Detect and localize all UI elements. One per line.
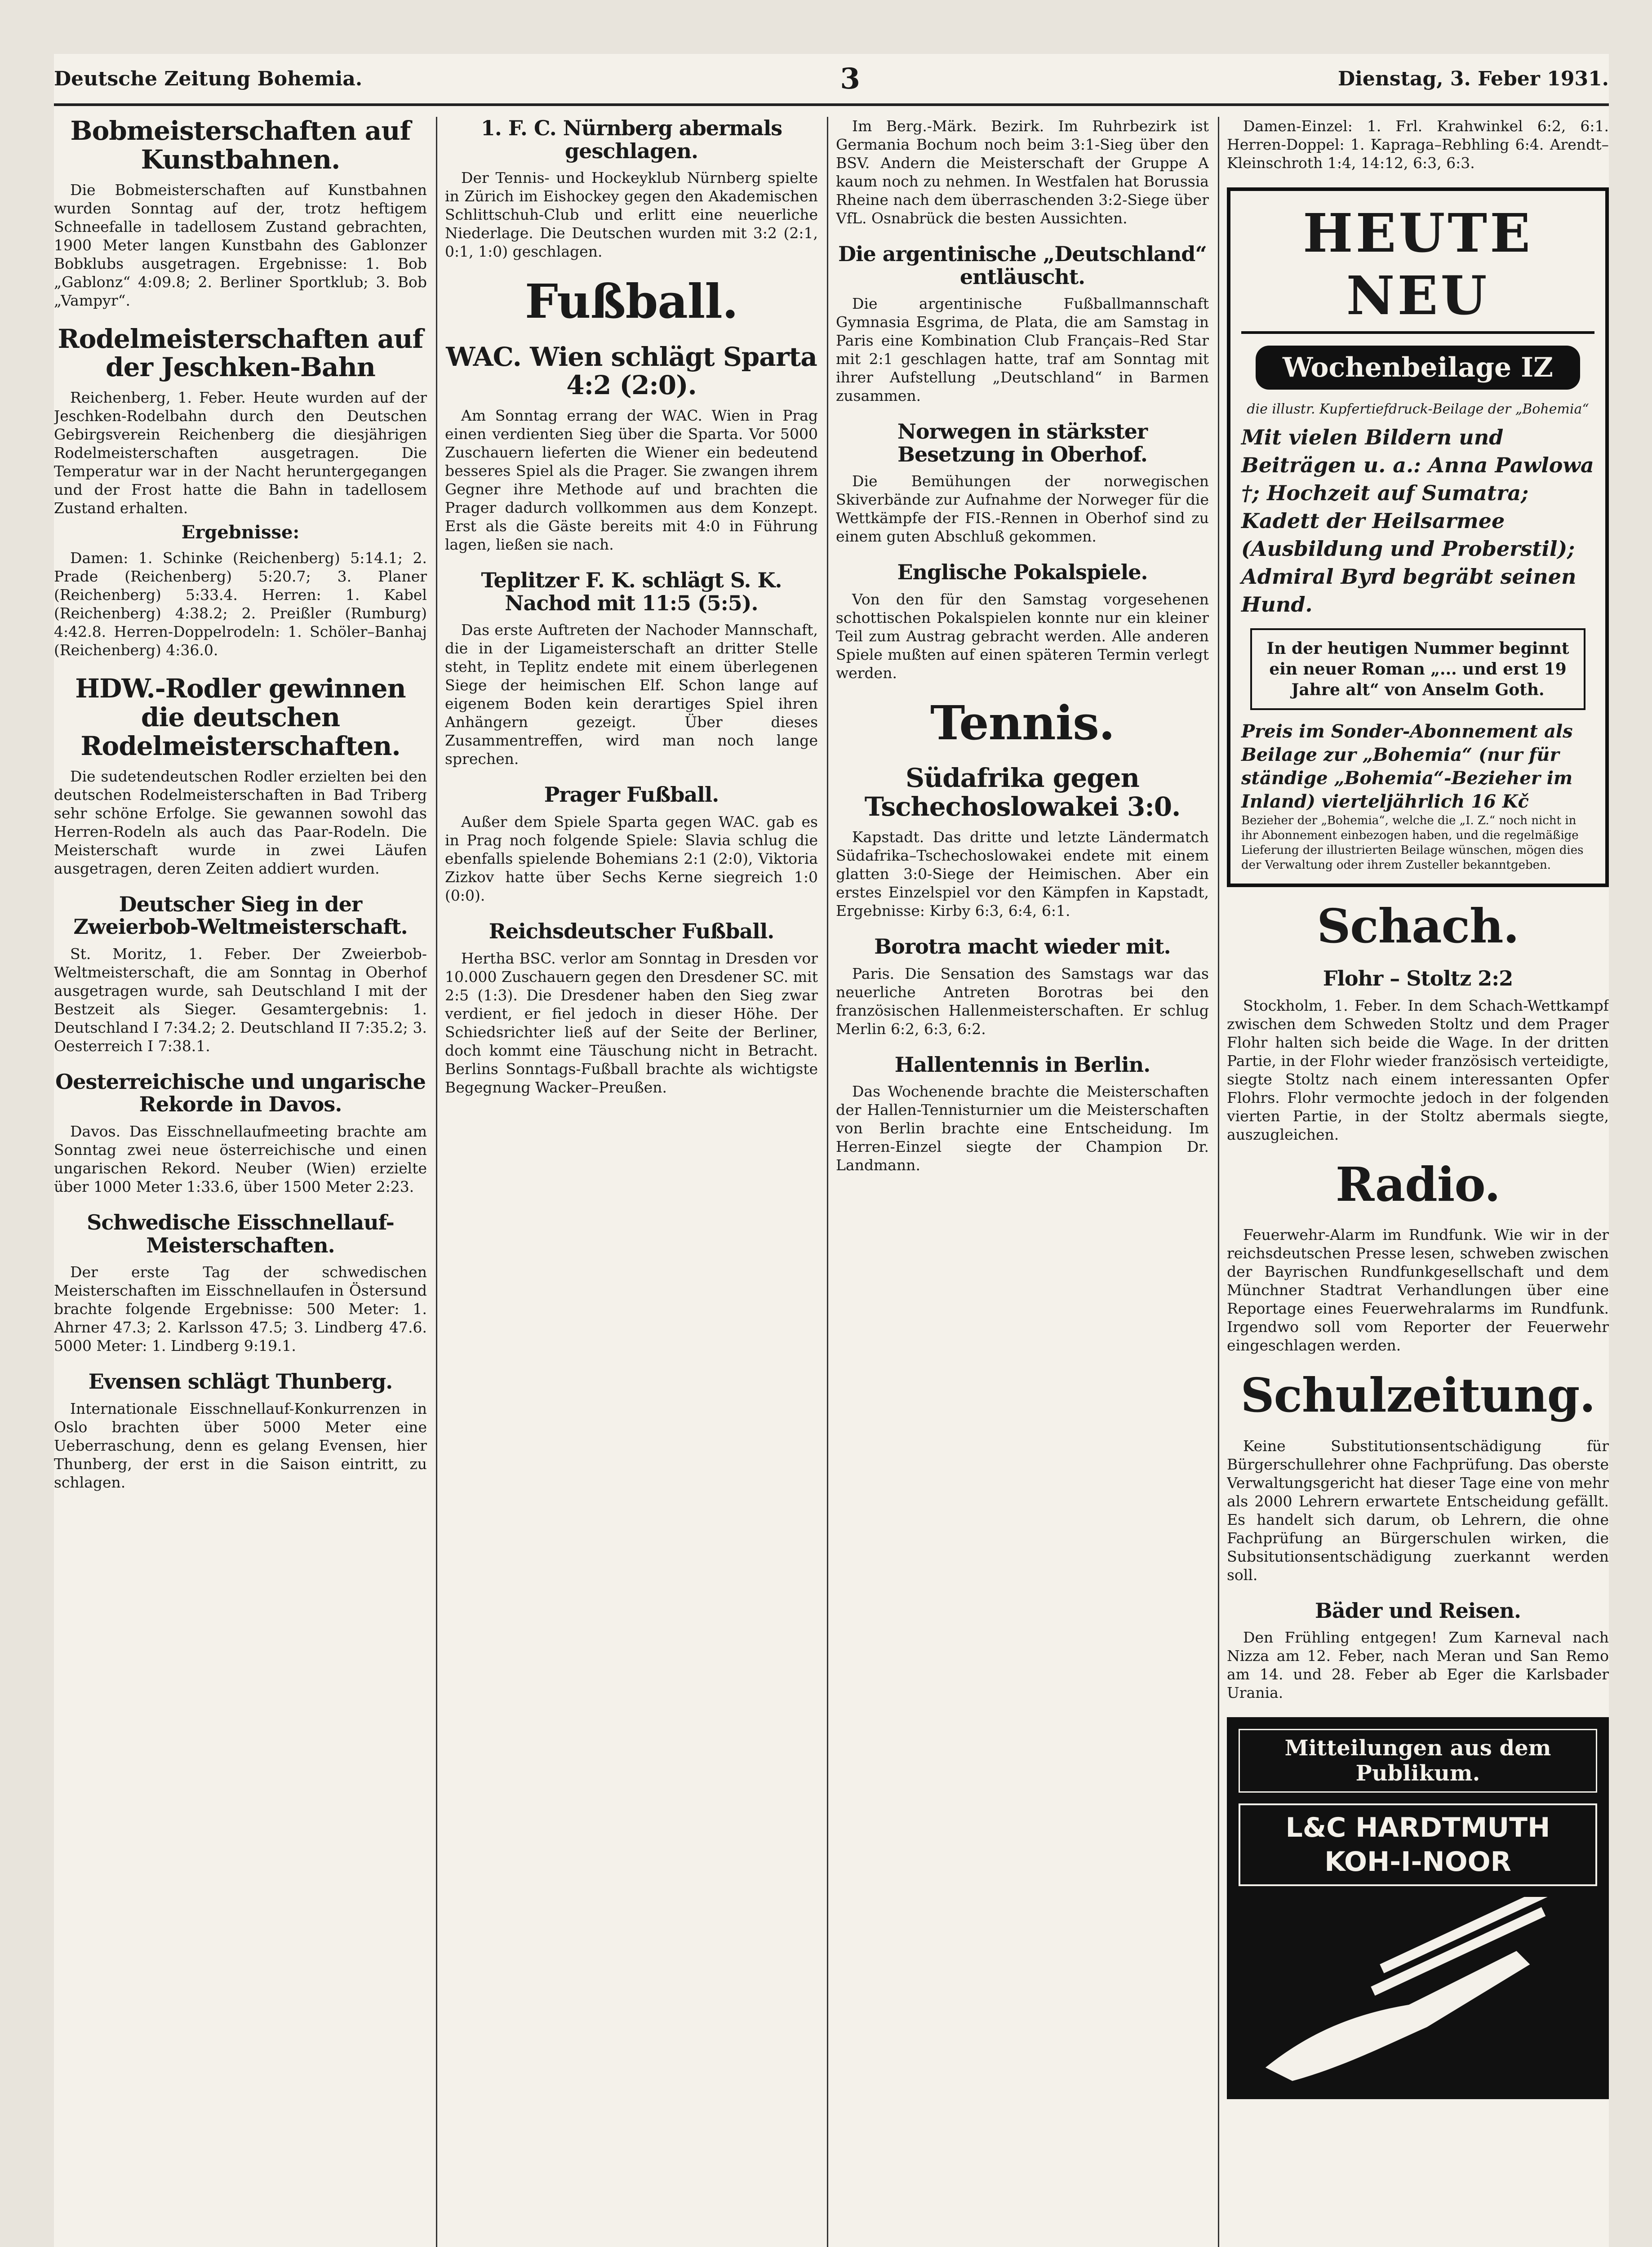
article-headline: Evensen schlägt Thunberg. <box>88 1369 393 1394</box>
article <box>1227 117 1609 172</box>
advert-heute-neu <box>1227 187 1609 887</box>
article-headline: Flohr – Stoltz 2:2 <box>1323 966 1513 991</box>
article-text: St. Moritz, 1. Feber. Der Zweierbob-Weltmeisterschaft, die am Sonntag in Oberhof ausgetragen wurde, sah Deutschland I mit der Bestzeit als Sieger. Gesamtergebnis: 1. Deutschland I 7:34.2; 2. Deutschland II 7:35.2; 3. Oesterreich I 7:38.1. <box>54 945 427 1055</box>
article-headline: Schach. <box>1317 898 1519 954</box>
article <box>54 1070 427 1196</box>
advert-brand: L&C HARDTMUTH KOH-I-NOOR <box>1239 1803 1597 1886</box>
article <box>1227 1370 1609 1421</box>
article <box>54 1211 427 1355</box>
article-headline: Bobmeisterschaften auf Kunstbahnen. <box>70 117 411 175</box>
article-text: Keine Substitutionsentschädigung für Bürgerschullehrer ohne Fachprüfung. Das oberste Verwaltungsgericht hat dieser Tage eine von mehr als 2000 Lehrern erwartete Entscheidung gefällt. Es handelt sich darum, ob Lehrern, die ohne Fachprüfung an Bürgerschulen wirken, die Subsitutionsentschädigung zuerkannt werden soll. <box>1227 1437 1609 1584</box>
article-text: Die sudetendeutschen Rodler erzielten bei den deutschen Rodelmeisterschaften in Bad Triberg sehr schöne Erfolge. Sie gewannen sowohl das Herren-Rodeln als auch das Paar-Rodeln. Die Meisterschaft wurde in zwei Läufen ausgetragen, deren Zeiten addiert wurden. <box>54 767 427 877</box>
article-text: Hertha BSC. verlor am Sonntag in Dresden vor 10.000 Zuschauern gegen den Dresdener SC. mit 2:5 (1:3). Die Dresdener haben den Sieg zwar verdient, er fiel jedoch in dieser Höhe. Der Schiedsrichter ließ auf der Seite der Berliner, doch kommt eine Täuschung nicht in Betracht. Berlins Sonntags-Fußball brachte als wichtigste Begegnung Wacker–Preußen. <box>445 949 818 1096</box>
article-headline: Norwegen in stärkster Besetzung in Oberhof. <box>897 419 1148 466</box>
article-text: Damen: 1. Schinke (Reichenberg) 5:14.1; 2. Prade (Reichenberg) 5:20.7; 3. Planer (Reichenberg) 5:33.4. Herren: 1. Kabel (Reichenberg) 4:38.2; 2. Preißler (Rumburg) 4:42.8. Herren-Doppelrodeln: 1. Schöler–Banhaj (Reichenberg) 4:36.0. <box>54 549 427 659</box>
article-text: Der erste Tag der schwedischen Meisterschaften im Eisschnellaufen in Östersund brachte folgende Ergebnisse: 500 Meter: 1. Ahrner 47.3; 2. Karlsson 47.5; 3. Lindberg 47.6. 5000 Meter: 1. Lindberg 9:19.1. <box>54 1263 427 1355</box>
article-headline: Prager Fußball. <box>544 782 719 807</box>
advert-headline: HEUTE NEU <box>1241 202 1594 334</box>
article-text: Davos. Das Eisschnellaufmeeting brachte am Sonntag zwei neue österreichische und einen ungarischen Rekord. Neuber (Wien) erzielte über 1000 Meter 1:33.6, über 1500 Meter 2:23. <box>54 1122 427 1195</box>
article <box>445 920 818 1097</box>
advert-body: Mit vielen Bildern und Beiträgen u. a.: Anna Pawlowa †; Hochzeit auf Sumatra; Kadett der Heilsarmee (Ausbildung und Proberstil); Admiral Byrd begräbt seinen Hund. <box>1241 425 1594 617</box>
article-headline: HDW.-Rodler gewinnen die deutschen Rodelmeisterschaften. <box>75 673 406 761</box>
article-headline: Schwedische Eisschnellauf-Meisterschaften. <box>87 1210 394 1257</box>
article <box>1227 898 1609 954</box>
article <box>836 764 1209 920</box>
article-headline: Deutscher Sieg in der Zweierbob-Weltmeisterschaft. <box>73 892 408 939</box>
column-rule <box>436 117 437 2247</box>
article-headline: Reichsdeutscher Fußball. <box>488 919 774 943</box>
article <box>54 893 427 1055</box>
advert-fineprint: Bezieher der „Bohemia“, welche die „I. Z.“ noch nicht in ihr Abonnement einbezogen haben, und die regelmäßige Lieferung der illustrierten Beilage wünschen, mögen dies der Verwaltung oder ihrem Zusteller bekanntgeben. <box>1241 814 1584 872</box>
article-subheading: Ergebnisse: <box>181 522 300 543</box>
article <box>1227 1437 1609 1584</box>
article-headline: Bäder und Reisen. <box>1314 1598 1521 1623</box>
article <box>836 243 1209 405</box>
article-text: Die argentinische Fußballmannschaft Gymnasia Esgrima, de Plata, die am Samstag in Paris eine Kombination Club Français–Red Star mit 2:1 geschlagen hatte, traf am Sonntag mit ihrer Aufstellung „Deutschland“ in Barmen zusammen. <box>836 295 1209 405</box>
article <box>836 935 1209 1038</box>
article-text: Internationale Eisschnellauf-Konkurrenzen in Oslo brachten über 5000 Meter eine Ueberraschung, denn es gelang Evensen, hier Thunberg, der erst in die Saison eintritt, zu schlagen. <box>54 1399 427 1491</box>
article-text: Reichenberg, 1. Feber. Heute wurden auf der Jeschken-Rodelbahn durch den Deutschen Gebirgsverein Reichenberg die diesjährigen Rodelmeisterschaften ausgetragen. Die Temperatur war in der Nacht heruntergegangen und der Frost hatte die Bahn in tadellosem Zustand erhalten. <box>54 389 427 517</box>
article-text: Paris. Die Sensation des Samstags war das neuerliche Antreten Borotras bei den französischen Hallenmeisterschaften. Er schlug Merlin 6:2, 6:3, 6:2. <box>836 964 1209 1038</box>
article-text: Stockholm, 1. Feber. In dem Schach-Wettkampf zwischen dem Schweden Stoltz und dem Prager Flohr halten sich beide die Wage. In der dritten Partie, in der Flohr wieder französisch verteidigte, siegte Stoltz nach einem interessanten Opfer Flohrs. Flohr vermochte jedoch in der folgenden vierten Partie, in der Stoltz abermals siegte, auszugleichen. <box>1227 996 1609 1143</box>
article <box>54 1370 427 1492</box>
article <box>445 569 818 768</box>
column-3 <box>836 117 1209 2247</box>
article-headline: Hallentennis in Berlin. <box>894 1052 1150 1077</box>
column-4-articles <box>1227 898 1609 1702</box>
article-headline: Tennis. <box>930 695 1115 750</box>
column-1 <box>54 117 427 2247</box>
article-headline: Südafrika gegen Tschechoslowakei 3:0. <box>864 763 1181 822</box>
newspaper-page <box>54 54 1609 2247</box>
article-headline: Radio. <box>1335 1156 1501 1212</box>
article <box>836 420 1209 546</box>
advert-section-title: Mitteilungen aus dem Publikum. <box>1239 1729 1597 1793</box>
column-2 <box>445 117 818 2247</box>
article <box>54 675 427 877</box>
article-text: Das erste Auftreten der Nachoder Mannschaft, die in der Ligameisterschaft an dritter Stelle steht, in Teplitz endete mit einem überlegenen Siege der heimischen Elf. Schon lange auf eigenem Boden kein derartiges Spiel ihren Anhängern gezeigt. Über dieses Zusammentreffen, wird man noch lange sprechen. <box>445 621 818 768</box>
article <box>54 117 427 310</box>
column-rule <box>827 117 828 2247</box>
article-headline: Borotra macht wieder mit. <box>874 934 1171 959</box>
article-text: Außer dem Spiele Sparta gegen WAC. gab es in Prag noch folgende Spiele: Slavia schlug die ebenfalls spielende Bohemians 2:1 (2:0), Viktoria Zizkov hatte über Sechs Kerne siegreich 1:0 (0:0). <box>445 813 818 904</box>
article <box>1227 1226 1609 1354</box>
article <box>1227 1599 1609 1702</box>
article <box>54 325 427 660</box>
article-headline: Schulzeitung. <box>1240 1368 1595 1423</box>
column-4 <box>1227 117 1609 2247</box>
article-text: Im Berg.-Märk. Bezirk. Im Ruhrbezirk ist Germania Bochum noch beim 3:1-Sieg über den BSV. Andern die Meisterschaft der Gruppe A kaum noch zu nehmen. In Westfalen hat Borussia Rheine nach dem überraschenden 3:2-Siege über VfL. Osnabrück die besten Aussichten. <box>836 117 1209 227</box>
iz-logo: Wochenbeilage IZ <box>1256 346 1580 390</box>
article-headline: Teplitzer F. K. schlägt S. K. Nachod mit 11:5 (5:5). <box>481 568 782 615</box>
article-headline: Die argentinische „Deutschland“ entläuscht. <box>838 242 1207 289</box>
advert-price: Preis im Sonder-Abonnement als Beilage zur „Bohemia“ (nur für ständige „Bohemia“-Bezieher im Inland) vierteljährlich 16 Kč <box>1241 721 1573 812</box>
article <box>445 783 818 905</box>
article <box>836 117 1209 227</box>
advert-caption: die illustr. Kupfertiefdruck-Beilage der „Bohemia“ <box>1247 401 1589 417</box>
article-headline: Englische Pokalspiele. <box>897 560 1148 585</box>
masthead-title: Deutsche Zeitung Bohemia. <box>54 67 363 90</box>
article <box>445 343 818 554</box>
article-text: Kapstadt. Das dritte und letzte Ländermatch Südafrika–Tschechoslowakei endete mit einem glatten 3:0-Siege der Heimischen. Aber ein erstes Einzelspiel vor den Kämpfen in Kapstadt, Ergebnisse: Kirby 6:3, 6:4, 6:1. <box>836 828 1209 919</box>
article-text: Feuerwehr-Alarm im Rundfunk. Wie wir in der reichsdeutschen Presse lesen, schweben zwischen der Bayrischen Rundfunkgesellschaft und dem Münchner Stadtrat Verhandlungen über eine Reportage eines Feuerwehralarms im Rundfunk. Irgendwo soll vom Reporter der Feuerwehr eingeschlagen werden. <box>1227 1226 1609 1354</box>
article <box>1227 967 1609 1144</box>
article <box>445 276 818 327</box>
article <box>445 117 818 261</box>
advert-novel-box: In der heutigen Nummer beginnt ein neuer Roman „... und erst 19 Jahre alt“ von Anselm Goth. <box>1250 628 1585 710</box>
article <box>1227 1156 1609 1212</box>
article-text: Die Bemühungen der norwegischen Skiverbände zur Aufnahme der Norweger für die Wettkämpfe der FIS.-Rennen in Oberhof sind zu einem guten Abschluß gekommen. <box>836 472 1209 546</box>
article-headline: Rodelmeisterschaften auf der Jeschken-Bahn <box>58 323 423 383</box>
article-text: Den Frühling entgegen! Zum Karneval nach Nizza am 12. Feber, nach Meran und San Remo am 14. und 28. Feber ab Eger die Karlsbader Urania. <box>1227 1629 1609 1702</box>
article <box>836 561 1209 682</box>
article-headline: WAC. Wien schlägt Sparta 4:2 (2:0). <box>446 341 817 401</box>
article-text: Das Wochenende brachte die Meisterschaften der Hallen-Tennisturnier um die Meisterschaften von Berlin brachte eine Entscheidung. Im Herren-Einzel siegte der Champion Dr. Landmann. <box>836 1083 1209 1174</box>
article-text: Der Tennis- und Hockeyklub Nürnberg spielte in Zürich im Eishockey gegen den Akademischen Schlittschuh-Club und erlitt eine neuerliche Niederlage. Die Deutschen wurden mit 3:2 (2:1, 0:1, 1:0) geschlagen. <box>445 169 818 261</box>
page-number: 3 <box>840 62 860 96</box>
article-text: Die Bobmeisterschaften auf Kunstbahnen wurden Sonntag auf der, trotz heftigem Schneefalle in tadellosem Zustand gebrachten, 1900 Meter langen Kunstbahn des Gablonzer Bobklubs ausgetragen. Ergebnisse: 1. Bob „Gablonz“ 4:09.8; 2. Berliner Sportklub; 3. Bob „Vampyr“. <box>54 181 427 309</box>
article-text: Damen-Einzel: 1. Frl. Krahwinkel 6:2, 6:1. Herren-Doppel: 1. Kapraga–Rebhling 6:4. Arendt–Kleinschroth 1:4, 14:12, 6:3, 6:3. <box>1227 117 1609 172</box>
column-rule <box>1218 117 1219 2247</box>
article-text: Am Sonntag errang der WAC. Wien in Prag einen verdienten Sieg über die Sparta. Vor 5000 Zuschauern lieferten die Wiener ein bedeutend besseres Spiel als die Prager. Sie zwangen ihrem Gegner ihre Methode auf und brachten die Prager dadurch vollkommen aus dem Konzept. Erst als die Gäste bereits mit 4:0 in Führung lagen, ließen sie nach. <box>445 407 818 554</box>
article <box>836 1053 1209 1175</box>
article-text: Von den für den Samstag vorgesehenen schottischen Pokalspielen konnte nur ein kleiner Teil zum Austrag gebracht werden. Alle anderen Spiele mußten auf einen späteren Termin verlegt werden. <box>836 590 1209 682</box>
hand-pencil-illustration <box>1239 1897 1597 2086</box>
article-headline: 1. F. C. Nürnberg abermals geschlagen. <box>480 117 782 163</box>
article-headline: Fußball. <box>525 274 738 329</box>
masthead <box>54 54 1609 106</box>
article <box>836 697 1209 749</box>
masthead-date: Dienstag, 3. Feber 1931. <box>1338 67 1609 90</box>
article-headline: Oesterreichische und ungarische Rekorde in Davos. <box>55 1069 426 1117</box>
advert-hardtmuth <box>1227 1717 1609 2099</box>
